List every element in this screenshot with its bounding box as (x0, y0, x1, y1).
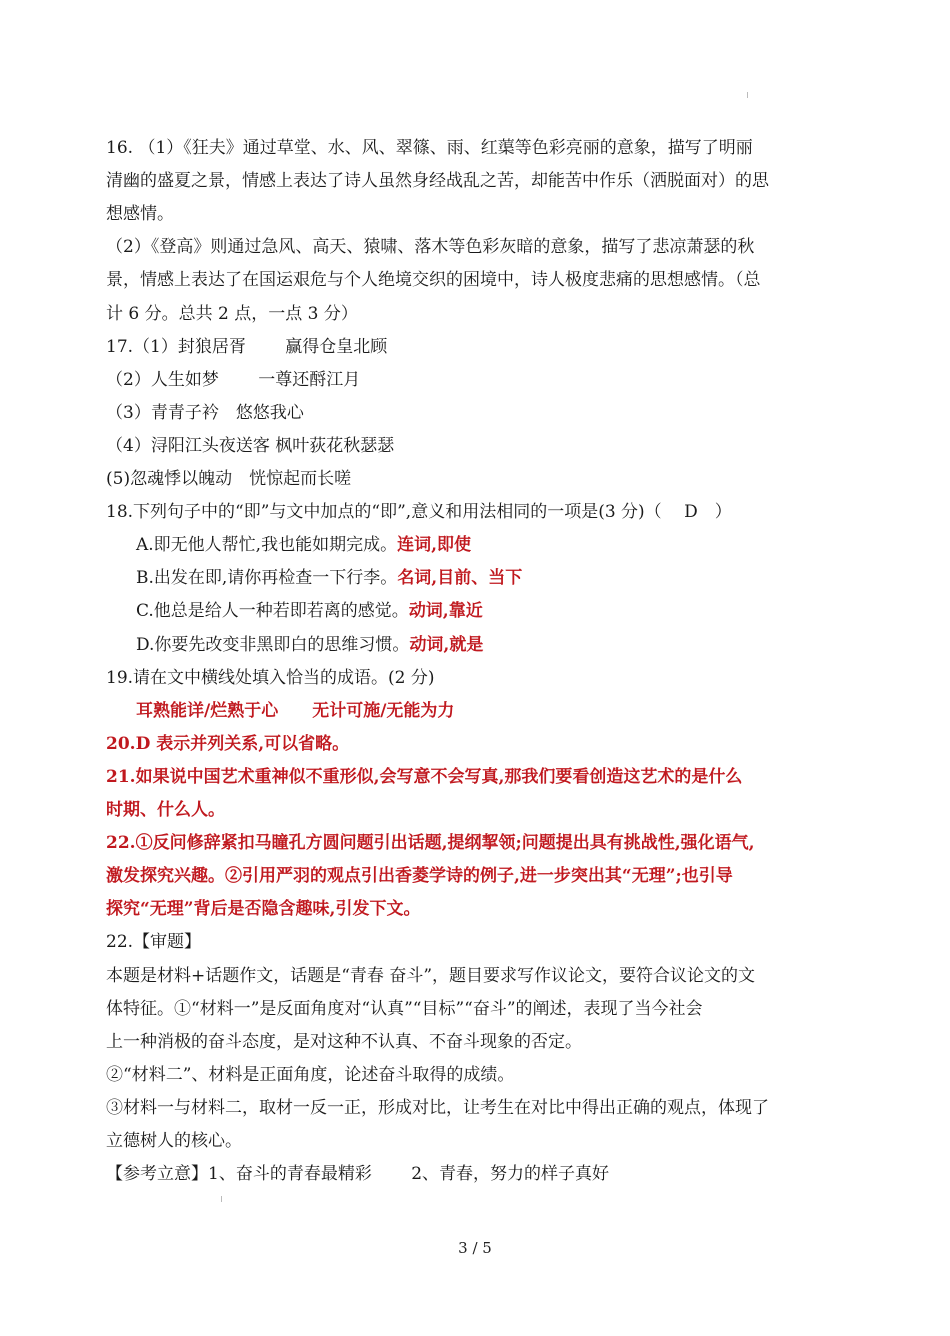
line-text: 17.（1）封狼居胥 赢得仓皇北顾 (106, 336, 388, 357)
text-line (136, 699, 454, 723)
scan-mark (221, 1196, 222, 1202)
answer-text: 20.D 表示并列关系,可以省略。 (106, 733, 350, 754)
text-line (106, 136, 753, 160)
line-text: （3）青青子衿 悠悠我心 (106, 402, 304, 423)
text-line (106, 1129, 242, 1153)
line-text: 清幽的盛夏之景，情感上表达了诗人虽然身经战乱之苦，却能苦中作乐（洒脱面对）的思 (106, 171, 769, 192)
line-text: A.即无他人帮忙,我也能如期完成。 (136, 535, 398, 556)
line-text: 上一种消极的奋斗态度，是对这种不认真、不奋斗现象的否定。 (106, 1031, 582, 1052)
answer-text: 21.如果说中国艺术重神似不重形似,会写意不会写真,那我们要看创造这艺术的是什么 (106, 766, 743, 787)
text-line (106, 1096, 769, 1120)
line-text: （4）浔阳江头夜送客 枫叶荻花秋瑟瑟 (106, 435, 395, 456)
line-text: 18.下列句子中的“即”与文中加点的“即”,意义和用法相同的一项是(3 分)（ D ） (106, 502, 732, 523)
answer-text: 耳熟能详/烂熟于心 无计可施/无能为力 (136, 700, 455, 721)
text-line (106, 1162, 609, 1186)
text-line (106, 202, 174, 226)
text-line (106, 434, 394, 458)
page-number: 3 / 5 (458, 1239, 492, 1257)
text-line (106, 930, 201, 954)
line-text: 立德树人的核心。 (106, 1131, 242, 1151)
answer-text: 名词,目前、当下 (397, 568, 523, 589)
line-text: 景，情感上表达了在国运艰危与个人绝境交织的困境中，诗人极度悲痛的思想感情。（总 (106, 270, 761, 291)
text-line (106, 964, 755, 988)
line-text: 19.请在文中横线处填入恰当的成语。(2 分) (106, 667, 435, 688)
text-line (106, 1063, 514, 1087)
text-line (106, 302, 358, 326)
line-text: (5)忽魂悸以魄动 恍惊起而长嗟 (106, 469, 352, 489)
line-text: （2）《登高》则通过急风、高天、猿啸、落木等色彩灰暗的意象，描写了悲凉萧瑟的秋 (106, 237, 755, 258)
text-line (136, 533, 471, 557)
answer-text: 22.①反问修辞紧扣马瞳孔方圆问题引出话题,提纲挈领;问题提出具有挑战性,强化语气, (106, 833, 755, 854)
text-line (106, 732, 349, 756)
text-line (106, 798, 225, 822)
line-text: （2）人生如梦 一尊还酹江月 (106, 369, 361, 390)
text-line (106, 368, 360, 392)
line-text: 16. （1）《狂夫》通过草堂、水、风、翠篠、雨、红蕖等色彩亮丽的意象，描写了明丽 (106, 138, 753, 158)
text-line (106, 467, 351, 491)
text-line (136, 599, 483, 623)
text-line (136, 566, 522, 590)
line-text: 本题是材料+话题作文，话题是“青春 奋斗”，题目要求写作议论文，要符合议论文的文 (106, 965, 756, 986)
line-text: C.他总是给人一种若即若离的感觉。 (136, 601, 409, 622)
text-line (106, 500, 732, 524)
answer-text: 连词,即使 (397, 535, 472, 556)
line-text: 【参考立意】1、奋斗的青春最精彩 2、青春，努力的样子真好 (106, 1164, 610, 1185)
line-text: D.你要先改变非黑即白的思维习惯。 (136, 634, 410, 655)
line-text: B.出发在即,请你再检查一下行李。 (136, 568, 398, 589)
text-line (136, 633, 483, 657)
answer-text: 动词,就是 (409, 634, 484, 655)
text-line (106, 997, 703, 1021)
answer-text: 动词,靠近 (408, 601, 483, 622)
text-line (106, 897, 420, 921)
text-line (106, 666, 435, 690)
line-text: 22.【审题】 (106, 932, 202, 953)
text-line (106, 169, 769, 193)
line-text: ③材料一与材料二，取材一反一正，形成对比，让考生在对比中得出正确的观点，体现了 (106, 1097, 769, 1118)
answer-text: 时期、什么人。 (106, 800, 225, 820)
line-text: 体特征。①“材料一”是反面角度对“认真”“目标”“奋斗”的阐述，表现了当今社会 (106, 998, 703, 1019)
text-line (106, 235, 754, 259)
text-line (106, 401, 304, 425)
line-text: ②“材料二”、材料是正面角度，论述奋斗取得的成绩。 (106, 1064, 515, 1085)
text-line (106, 765, 742, 789)
line-text: 计 6 分。总共 2 点，一点 3 分） (106, 303, 358, 324)
answer-text: 探究“无理”背后是否隐含趣味,引发下文。 (106, 899, 421, 920)
text-line (106, 831, 755, 855)
scan-mark (747, 92, 748, 98)
text-line (106, 864, 733, 888)
line-text: 想感情。 (106, 204, 174, 225)
text-line (106, 1030, 582, 1054)
answer-text: 激发探究兴趣。②引用严羽的观点引出香菱学诗的例子,进一步突出其“无理”;也引导 (106, 866, 733, 887)
text-line (106, 335, 387, 359)
text-line (106, 268, 761, 292)
